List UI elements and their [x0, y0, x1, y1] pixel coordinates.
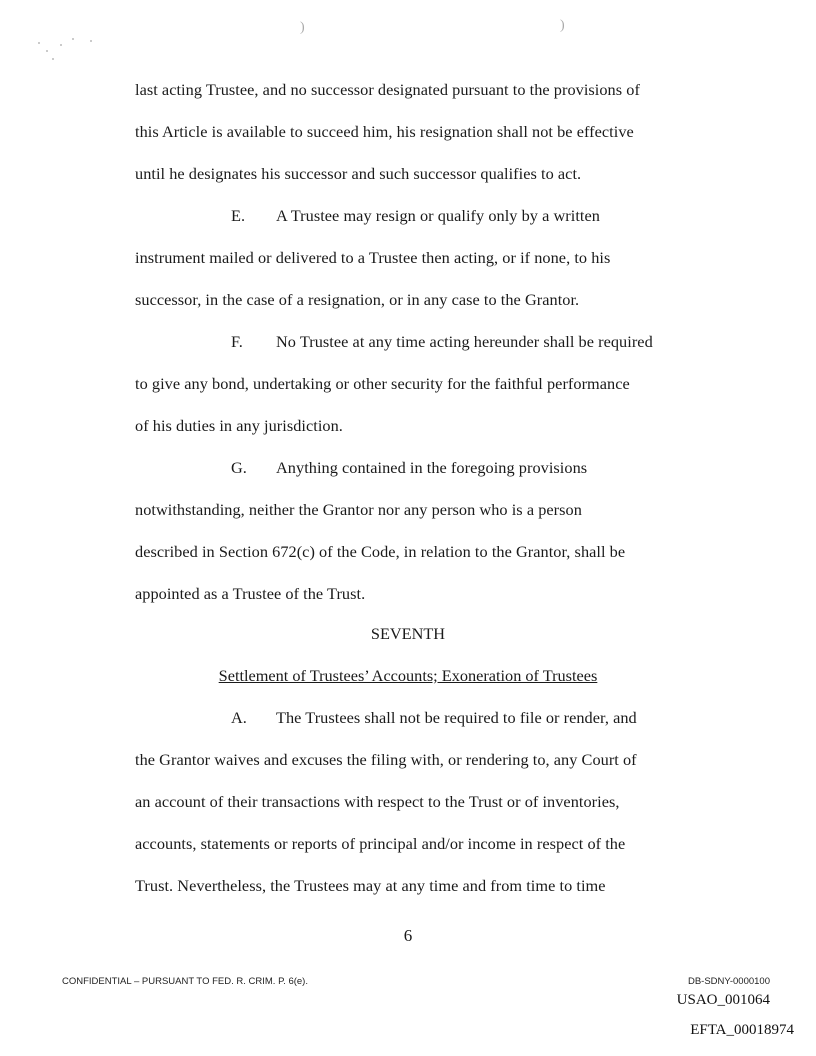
scan-mark-right: ) — [560, 18, 565, 33]
text-line: Trust. Nevertheless, the Trustees may at any time and from time to time — [135, 876, 606, 895]
text-line: appointed as a Trustee of the Trust. — [135, 584, 366, 603]
scan-speck — [52, 58, 54, 60]
text-line: successor, in the case of a resignation, or in any case to the Grantor. — [135, 290, 580, 309]
paragraph-text: A Trustee may resign or qualify only by a written — [276, 206, 600, 225]
text-line: described in Section 672(c) of the Code, in relation to the Grantor, shall be — [135, 542, 626, 561]
paragraph-label: F. — [231, 332, 243, 351]
article-subheading-text: Settlement of Trustees’ Accounts; Exoneration of Trustees — [218, 666, 598, 685]
article-subheading — [0, 666, 816, 686]
bates-db-number: DB-SDNY-0000100 — [687, 976, 770, 987]
page-number: 6 — [403, 926, 413, 945]
paragraph-a-first-line — [231, 708, 637, 728]
scan-speck — [46, 50, 48, 52]
paragraph-label: E. — [231, 206, 246, 225]
text-line: this Article is available to succeed him, his resignation shall not be effective — [135, 122, 634, 141]
paragraph-g-first-line — [231, 458, 587, 478]
text-line: accounts, statements or reports of principal and/or income in respect of the — [135, 834, 626, 853]
scan-speck — [60, 44, 62, 46]
paragraph-text: Anything contained in the foregoing provisions — [276, 458, 588, 477]
text-line: to give any bond, undertaking or other security for the faithful performance — [135, 374, 630, 393]
text-line: last acting Trustee, and no successor designated pursuant to the provisions of — [135, 80, 640, 99]
bates-usao-number: USAO_001064 — [676, 992, 770, 1008]
text-line: an account of their transactions with respect to the Trust or of inventories, — [135, 792, 620, 811]
scan-speck — [90, 40, 92, 42]
bates-efta-number: EFTA_00018974 — [690, 1022, 794, 1038]
scan-mark-left: ) — [300, 20, 305, 35]
paragraph-label: G. — [231, 458, 247, 477]
text-line: the Grantor waives and excuses the filing with, or rendering to, any Court of — [135, 750, 637, 769]
text-line: until he designates his successor and such successor qualifies to act. — [135, 164, 582, 183]
article-heading: SEVENTH — [370, 624, 446, 643]
paragraph-label: A. — [231, 708, 247, 727]
paragraph-text: The Trustees shall not be required to file or render, and — [276, 708, 637, 727]
confidential-notice: CONFIDENTIAL – PURSUANT TO FED. R. CRIM. P. 6(e). — [62, 976, 308, 987]
text-line: of his duties in any jurisdiction. — [135, 416, 343, 435]
text-line: instrument mailed or delivered to a Trustee then acting, or if none, to his — [135, 248, 611, 267]
paragraph-text: No Trustee at any time acting hereunder shall be required — [276, 332, 653, 351]
scan-speck — [72, 38, 74, 40]
paragraph-e-first-line — [231, 206, 600, 226]
text-line: notwithstanding, neither the Grantor nor any person who is a person — [135, 500, 582, 519]
paragraph-f-first-line — [231, 332, 653, 352]
scan-speck — [38, 42, 40, 44]
